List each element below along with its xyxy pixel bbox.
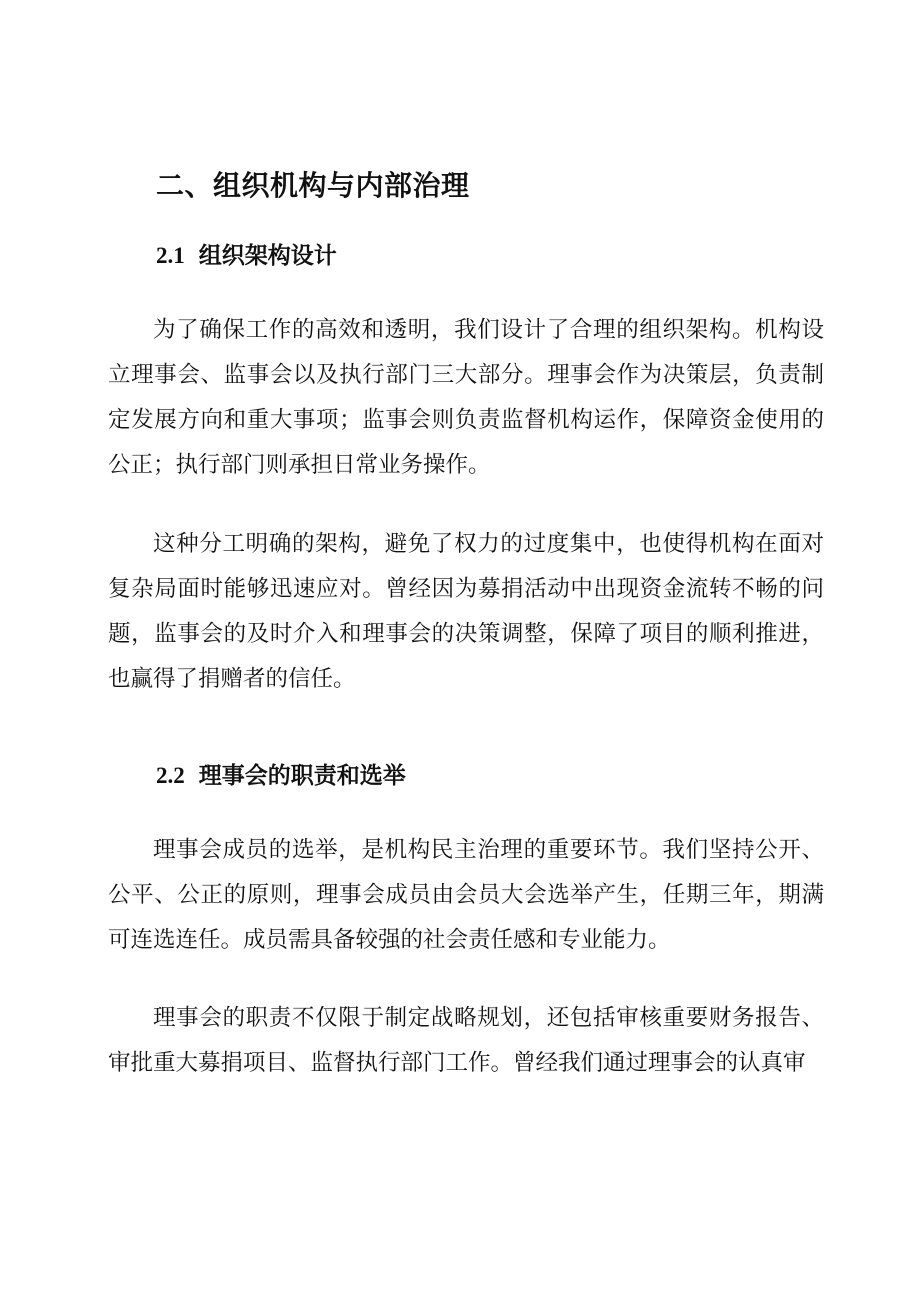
paragraph: 理事会成员的选举，是机构民主治理的重要环节。我们坚持公开、公平、公正的原则，理事会成员由会员大会选举产生，任期三年，期满可连选连任。成员需具备较强的社会责任感和专业能力。 xyxy=(108,837,824,953)
paragraph: 为了确保工作的高效和透明，我们设计了合理的组织架构。机构设立理事会、监事会以及执行部门三大部分。理事会作为决策层，负责制定发展方向和重大事项；监事会则负责监督机构运作，保障资金使用的公正；执行部门则承担日常业务操作。 xyxy=(108,317,824,478)
section-heading-2-2 xyxy=(156,760,406,792)
section-title-text: 组织架构设计 xyxy=(198,243,337,269)
section-number: 2.2 xyxy=(156,763,185,788)
section-number: 2.1 xyxy=(156,243,185,268)
section-heading-2-1 xyxy=(156,240,337,272)
paragraph: 理事会的职责不仅限于制定战略规划，还包括审核重要财务报告、审批重大募捐项目、监督执行部门工作。曾经我们通过理事会的认真审 xyxy=(108,1005,824,1076)
paragraph: 这种分工明确的架构，避免了权力的过度集中，也使得机构在面对复杂局面时能够迅速应对。曾经因为募捐活动中出现资金流转不畅的问题，监事会的及时介入和理事会的决策调整，保障了项目的顺利推进，也赢得了捐赠者的信任。 xyxy=(108,531,824,692)
chapter-title: 二、组织机构与内部治理 xyxy=(156,169,470,202)
section-title-text: 理事会的职责和选举 xyxy=(198,763,406,789)
